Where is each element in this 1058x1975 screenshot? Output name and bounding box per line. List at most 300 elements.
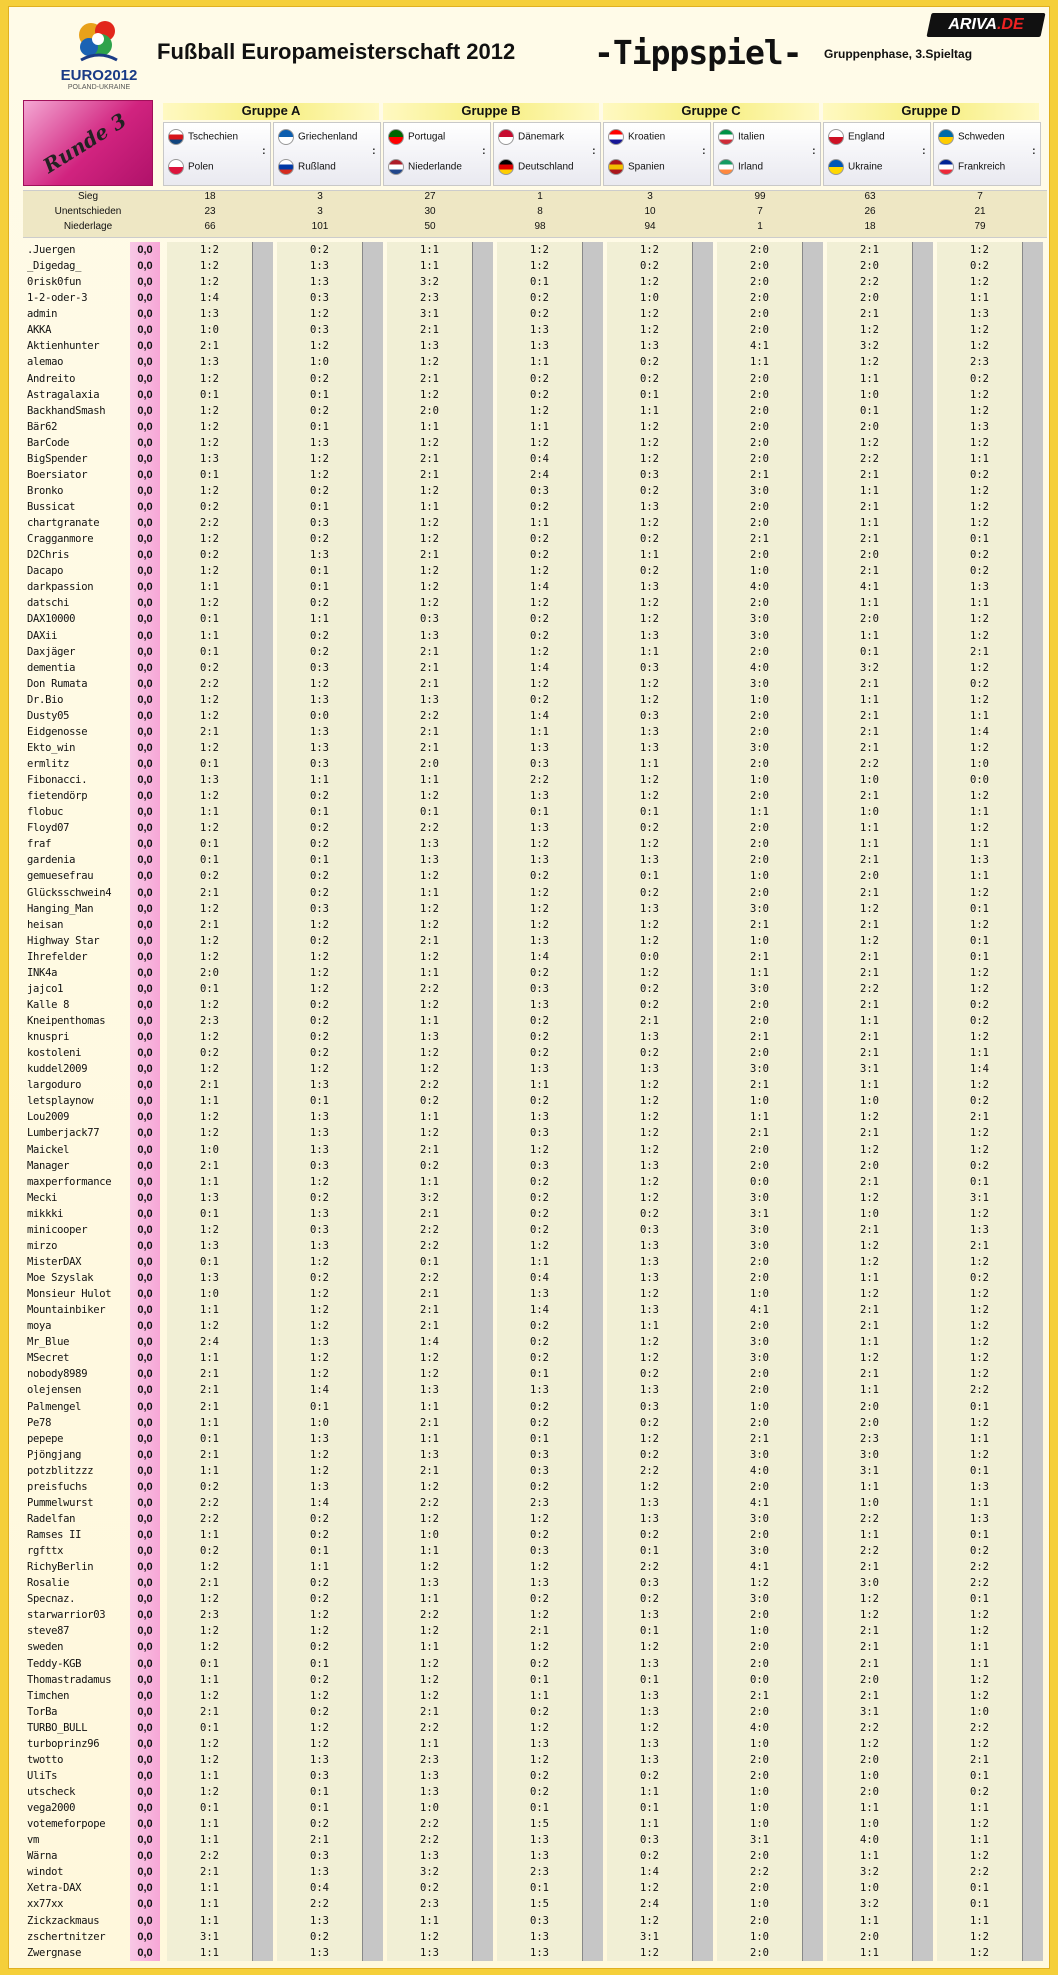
table-row [9,1286,1051,1302]
result-cell [803,997,823,1013]
result-cell [803,1399,823,1415]
result-cell [693,1142,713,1158]
result-cell [693,1511,713,1527]
result-cell [583,387,603,403]
tip-cell: 1:2 [937,820,1023,836]
result-cell [363,1800,383,1816]
tip-cell: 1:3 [387,1784,473,1800]
tip-cell: 2:0 [717,451,803,467]
player-score: 0,0 [130,403,160,419]
tip-cell: 0:2 [937,997,1023,1013]
result-cell [253,1591,273,1607]
tip-cell: 3:0 [717,1591,803,1607]
table-row [9,1479,1051,1495]
player-name: Pjöngjang [27,1448,82,1461]
player-name: flobuc [27,806,64,819]
ariva-logo[interactable] [926,13,1045,37]
tip-cell: 1:2 [937,1929,1023,1945]
result-cell [693,1672,713,1688]
table-row [9,403,1051,419]
tip-cell: 0:2 [277,1816,363,1832]
table-row [9,836,1051,852]
tip-cell: 1:3 [497,820,583,836]
result-cell [1023,1736,1043,1752]
result-cell [1023,644,1043,660]
tip-cell: 2:1 [497,1623,583,1639]
result-cell [803,1254,823,1270]
result-cell [583,1479,603,1495]
result-cell [913,1704,933,1720]
table-row [9,1158,1051,1174]
result-cell [583,1174,603,1190]
result-cell [583,403,603,419]
result-cell [253,1013,273,1029]
table-row [9,371,1051,387]
result-cell [473,1254,493,1270]
tip-cell: 1:1 [387,1109,473,1125]
match-colon: : [482,145,486,157]
stat-value: 3 [317,206,323,217]
table-row [9,965,1051,981]
tip-cell: 0:2 [497,387,583,403]
result-cell [473,435,493,451]
result-cell [913,660,933,676]
tip-cell: 1:1 [827,628,913,644]
tip-cell: 1:4 [607,1864,693,1880]
tip-cell: 1:2 [167,740,253,756]
tip-cell: 3:0 [717,1222,803,1238]
result-cell [473,1334,493,1350]
result-cell [803,1431,823,1447]
player-name: zschertnitzer [27,1930,106,1943]
result-cell [363,692,383,708]
tip-cell: 1:1 [167,579,253,595]
result-cell [913,1270,933,1286]
tip-cell: 0:1 [277,387,363,403]
result-cell [253,1639,273,1655]
tip-cell: 1:2 [387,515,473,531]
result-cell [363,435,383,451]
team-name: Spanien [628,161,665,173]
tip-cell: 1:5 [497,1896,583,1912]
table-row [9,1125,1051,1141]
result-cell [913,772,933,788]
tip-cell: 2:1 [167,338,253,354]
tip-cell: 2:1 [167,1864,253,1880]
result-cell [693,1736,713,1752]
result-cell [1023,1109,1043,1125]
result-cell [913,1158,933,1174]
player-name: windot [27,1866,64,1879]
tip-cell: 0:1 [937,933,1023,949]
result-cell [363,403,383,419]
tip-cell: 1:2 [497,1607,583,1623]
tip-cell: 1:2 [497,1142,583,1158]
result-cell [253,1286,273,1302]
tip-cell: 1:2 [277,1286,363,1302]
result-cell [693,1366,713,1382]
tip-cell: 2:1 [717,1431,803,1447]
player-name: dementia [27,661,76,674]
result-cell [693,1093,713,1109]
tip-cell: 1:3 [607,1061,693,1077]
result-cell [693,756,713,772]
tip-cell: 2:0 [827,547,913,563]
result-cell [803,1639,823,1655]
stat-value: 3 [317,191,323,202]
tip-cell: 1:2 [167,1736,253,1752]
tip-cell: 1:3 [277,1109,363,1125]
tip-cell: 2:1 [387,467,473,483]
tip-cell: 2:2 [387,1816,473,1832]
table-row [9,258,1051,274]
tip-cell: 0:3 [497,1158,583,1174]
result-cell [913,1447,933,1463]
tip-cell: 1:2 [827,1350,913,1366]
result-cell [363,1864,383,1880]
tip-cell: 1:3 [607,628,693,644]
tip-cell: 1:3 [387,692,473,708]
tip-cell: 2:2 [607,1463,693,1479]
result-cell [473,676,493,692]
result-cell [363,1656,383,1672]
table-row [9,1350,1051,1366]
phase-label: Gruppenphase, 3.Spieltag [824,47,973,61]
tip-cell: 1:2 [167,997,253,1013]
result-cell [253,692,273,708]
table-row [9,387,1051,403]
result-cell [473,1913,493,1929]
tip-cell: 0:2 [277,1511,363,1527]
tip-cell: 0:2 [277,997,363,1013]
result-cell [363,1559,383,1575]
result-cell [583,1672,603,1688]
tip-cell: 4:1 [717,1559,803,1575]
tip-cell: 1:2 [497,435,583,451]
result-cell [913,676,933,692]
tip-cell: 1:3 [607,499,693,515]
tip-cell: 0:2 [277,1639,363,1655]
result-cell [693,1238,713,1254]
result-cell [473,1864,493,1880]
result-cell [583,1575,603,1591]
result-cell [913,692,933,708]
result-cell [253,1318,273,1334]
tip-cell: 1:0 [607,290,693,306]
result-cell [363,579,383,595]
tip-cell: 1:1 [167,1945,253,1961]
player-score: 0,0 [130,1720,160,1736]
tip-cell: 1:1 [827,1945,913,1961]
player-name: Highway Star [27,934,100,947]
tip-cell: 1:1 [167,1415,253,1431]
result-cell [583,531,603,547]
table-row [9,1639,1051,1655]
tip-cell: 2:0 [827,1752,913,1768]
tip-cell: 1:1 [827,836,913,852]
player-score: 0,0 [130,1832,160,1848]
result-cell [363,820,383,836]
tip-cell: 2:1 [827,949,913,965]
result-cell [1023,1945,1043,1961]
result-cell [253,1415,273,1431]
tip-cell: 0:2 [277,628,363,644]
tip-cell: 4:1 [827,579,913,595]
result-cell [253,242,273,258]
tip-cell: 2:0 [717,387,803,403]
tip-cell: 1:3 [497,852,583,868]
result-cell [913,628,933,644]
tip-cell: 0:3 [497,981,583,997]
result-cell [913,1077,933,1093]
result-cell [253,772,273,788]
result-cell [253,1045,273,1061]
tip-cell: 1:2 [167,788,253,804]
tip-cell: 0:1 [277,1784,363,1800]
result-cell [363,644,383,660]
result-cell [583,419,603,435]
tip-cell: 2:2 [387,1077,473,1093]
result-cell [473,724,493,740]
player-score: 0,0 [130,1206,160,1222]
result-cell [803,1077,823,1093]
tip-cell: 0:3 [607,660,693,676]
result-cell [253,1399,273,1415]
tip-cell: 0:0 [717,1174,803,1190]
result-cell [363,499,383,515]
table-row [9,290,1051,306]
tip-cell: 1:3 [607,724,693,740]
player-name: alemao [27,356,64,369]
tip-cell: 1:2 [497,403,583,419]
result-cell [913,1864,933,1880]
tip-cell: 1:1 [717,1109,803,1125]
result-cell [1023,1527,1043,1543]
tip-cell: 1:2 [607,274,693,290]
result-cell [253,563,273,579]
result-cell [693,965,713,981]
table-row [9,676,1051,692]
result-cell [363,1190,383,1206]
tip-cell: 3:2 [387,1864,473,1880]
table-row [9,1736,1051,1752]
stat-value: 8 [537,206,543,217]
tip-cell: 4:0 [717,579,803,595]
result-cell [1023,885,1043,901]
result-cell [913,1720,933,1736]
player-score: 0,0 [130,1222,160,1238]
ariva-logo-main: ARIVA [948,16,997,33]
result-cell [473,1318,493,1334]
result-cell [583,515,603,531]
stat-value: 94 [644,221,656,232]
tip-cell: 1:2 [387,1929,473,1945]
result-cell [583,1093,603,1109]
tip-cell: 1:1 [167,1816,253,1832]
result-cell [583,579,603,595]
tip-cell: 1:3 [607,740,693,756]
tip-cell: 2:2 [827,756,913,772]
result-cell [253,676,273,692]
tip-cell: 2:1 [827,1125,913,1141]
table-row [9,1848,1051,1864]
result-cell [913,290,933,306]
result-cell [473,852,493,868]
tip-cell: 2:2 [827,451,913,467]
tip-cell: 1:1 [387,1913,473,1929]
tip-cell: 0:1 [277,804,363,820]
tip-cell: 1:2 [387,997,473,1013]
tip-cell: 1:0 [827,804,913,820]
result-cell [913,419,933,435]
table-row [9,756,1051,772]
result-cell [693,1222,713,1238]
result-cell [1023,1447,1043,1463]
team-home [168,129,238,145]
player-score: 0,0 [130,387,160,403]
tip-cell: 0:2 [277,1575,363,1591]
player-score: 0,0 [130,1302,160,1318]
player-name: BackhandSmash [27,404,106,417]
result-cell [693,1945,713,1961]
tip-cell: 1:1 [387,1736,473,1752]
result-cell [583,1929,603,1945]
result-cell [363,531,383,547]
result-cell [803,1945,823,1961]
tip-cell: 1:1 [937,1639,1023,1655]
result-cell [253,1816,273,1832]
result-cell [583,756,603,772]
tip-cell: 0:1 [827,644,913,660]
tip-cell: 2:0 [717,1045,803,1061]
result-cell [253,1158,273,1174]
tip-cell: 0:2 [497,531,583,547]
tip-cell: 4:1 [717,1302,803,1318]
player-score: 0,0 [130,1447,160,1463]
result-cell [803,1816,823,1832]
tip-cell: 1:2 [497,258,583,274]
result-cell [913,1366,933,1382]
tip-cell: 2:0 [717,403,803,419]
stat-value: 101 [311,221,329,232]
result-cell [473,1029,493,1045]
tip-cell: 0:3 [497,1125,583,1141]
player-name: DAXii [27,629,58,642]
tip-cell: 1:2 [607,965,693,981]
tip-cell: 1:2 [387,949,473,965]
tip-cell: 1:1 [277,772,363,788]
result-cell [363,1832,383,1848]
tip-cell: 1:1 [937,1913,1023,1929]
player-name: Ramses II [27,1529,82,1541]
result-cell [253,387,273,403]
tip-cell: 2:3 [387,290,473,306]
result-cell [363,1350,383,1366]
result-cell [363,1479,383,1495]
tip-cell: 1:0 [167,1142,253,1158]
tip-cell: 1:3 [167,1238,253,1254]
tip-cell: 1:3 [277,547,363,563]
result-cell [583,1302,603,1318]
result-cell [363,322,383,338]
result-cell [473,901,493,917]
result-cell [803,419,823,435]
result-cell [913,1093,933,1109]
tip-cell: 1:2 [607,1334,693,1350]
result-cell [803,1527,823,1543]
tip-cell: 1:3 [937,419,1023,435]
result-cell [253,1688,273,1704]
result-cell [583,1334,603,1350]
player-score: 0,0 [130,531,160,547]
tip-cell: 0:2 [277,1704,363,1720]
tip-cell: 1:1 [167,1768,253,1784]
result-cell [583,1447,603,1463]
tip-cell: 1:3 [607,1704,693,1720]
result-cell [473,644,493,660]
tip-cell: 2:1 [827,997,913,1013]
result-cell [1023,1752,1043,1768]
result-cell [913,258,933,274]
result-cell [253,885,273,901]
tip-cell: 1:2 [607,1077,693,1093]
tip-cell: 1:2 [937,1945,1023,1961]
result-cell [803,1784,823,1800]
result-cell [913,1656,933,1672]
result-cell [1023,1045,1043,1061]
tip-cell: 1:1 [387,772,473,788]
result-cell [363,1366,383,1382]
result-cell [1023,467,1043,483]
result-cell [693,1880,713,1896]
tip-cell: 0:2 [497,1222,583,1238]
tip-cell: 2:0 [717,1880,803,1896]
tip-cell: 2:1 [827,676,913,692]
tip-cell: 2:1 [827,788,913,804]
tip-cell: 1:2 [167,901,253,917]
tip-cell: 1:1 [937,804,1023,820]
tip-cell: 2:0 [717,756,803,772]
tip-cell: 2:2 [277,1896,363,1912]
tip-cell: 0:2 [607,1768,693,1784]
result-cell [583,483,603,499]
tip-cell: 1:1 [937,1656,1023,1672]
tip-cell: 1:2 [277,1607,363,1623]
result-cell [913,1238,933,1254]
player-name: Cragganmore [27,533,94,546]
table-row [9,467,1051,483]
stat-value: 7 [757,206,763,217]
tip-cell: 3:1 [827,1463,913,1479]
tip-cell: 1:2 [937,1688,1023,1704]
player-name: Kalle 8 [27,998,70,1011]
result-cell [1023,1880,1043,1896]
tip-cell: 0:2 [607,1366,693,1382]
tip-cell: 1:2 [607,1190,693,1206]
tip-cell: 1:2 [937,274,1023,290]
result-cell [473,1832,493,1848]
tip-cell: 1:1 [167,628,253,644]
tip-cell: 1:1 [607,644,693,660]
result-cell [913,499,933,515]
tip-cell: 2:0 [827,290,913,306]
player-name: gemuesefrau [27,870,94,883]
tip-cell: 1:1 [827,692,913,708]
tip-cell: 1:3 [607,338,693,354]
result-cell [583,1382,603,1398]
tip-cell: 1:3 [387,1768,473,1784]
player-name: AKKA [27,324,52,337]
